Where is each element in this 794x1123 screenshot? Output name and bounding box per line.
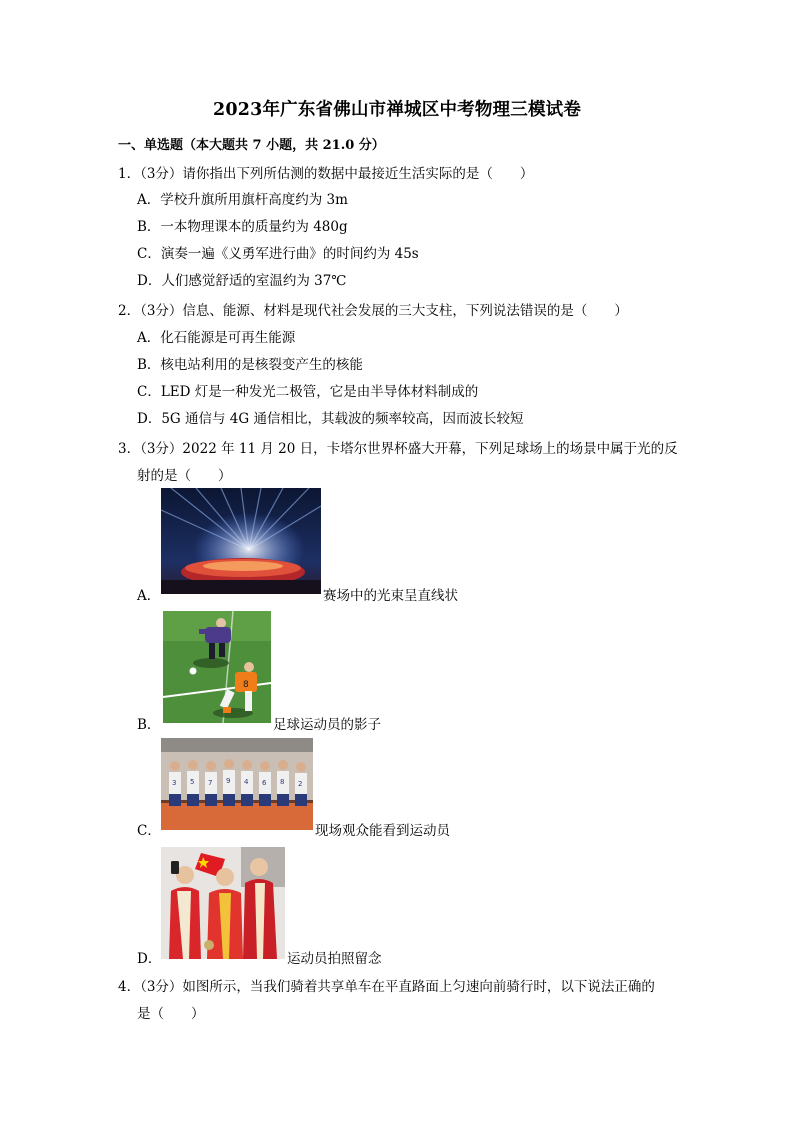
football-players-photo <box>163 611 271 723</box>
section-heading: 一、单选题（本大题共 7 小题，共 21.0 分） <box>118 138 385 153</box>
question-2-option-d: D．5G 通信与 4G 通信相比，其载波的频率较高，因而波长较短 <box>137 411 524 427</box>
svg-text:5: 5 <box>190 778 195 786</box>
svg-text:7: 7 <box>208 779 213 787</box>
svg-text:3: 3 <box>172 779 177 787</box>
question-4-stem-line1: 4．（3分）如图所示，当我们骑着共享单车在平直路面上匀速向前骑行时，以下说法正确的 <box>118 979 655 995</box>
question-3-stem-line2: 射的是（ ） <box>137 468 232 484</box>
question-4-stem-line2: 是（ ） <box>137 1006 205 1022</box>
option-caption: 赛场中的光束呈直线状 <box>323 588 458 604</box>
svg-text:2: 2 <box>298 780 303 788</box>
option-caption: 现场观众能看到运动员 <box>315 823 450 839</box>
stadium-light-photo <box>161 488 321 594</box>
question-2-option-c: C．LED 灯是一种发光二极管，它是由半导体材料制成的 <box>137 384 479 400</box>
svg-text:8: 8 <box>280 778 285 786</box>
question-3-stem-line1: 3．（3分）2022 年 11 月 20 日，卡塔尔世界杯盛大开幕，下列足球场上的场景中属于光的反 <box>118 441 678 457</box>
athletes-selfie-photo <box>161 847 285 959</box>
question-1-option-b: B．一本物理课本的质量约为 480g <box>137 219 348 235</box>
svg-text:4: 4 <box>244 778 249 786</box>
question-2-option-b: B．核电站利用的是核裂变产生的核能 <box>137 357 363 373</box>
question-2-stem: 2．（3分）信息、能源、材料是现代社会发展的三大支柱，下列说法错误的是（ ） <box>118 303 628 319</box>
option-label: D． <box>137 951 162 967</box>
option-label: B． <box>137 717 161 733</box>
option-caption: 运动员拍照留念 <box>287 951 382 967</box>
question-1-option-c: C．演奏一遍《义勇军进行曲》的时间约为 45s <box>137 246 419 262</box>
spectators-team-photo <box>161 738 313 830</box>
option-label: C． <box>137 823 161 839</box>
svg-text:9: 9 <box>226 777 231 785</box>
question-1-option-a: A．学校升旗所用旗杆高度约为 3m <box>137 192 348 208</box>
option-caption: 足球运动员的影子 <box>273 717 381 733</box>
question-1-stem: 1．（3分）请你指出下列所估测的数据中最接近生活实际的是（ ） <box>118 166 534 182</box>
svg-text:8: 8 <box>243 680 249 690</box>
option-label: A． <box>137 588 161 604</box>
svg-text:6: 6 <box>262 779 267 787</box>
exam-title: 2023年广东省佛山市禅城区中考物理三模试卷 <box>212 100 582 120</box>
question-2-option-a: A．化石能源是可再生能源 <box>137 330 296 346</box>
question-1-option-d: D．人们感觉舒适的室温约为 37℃ <box>137 273 347 289</box>
